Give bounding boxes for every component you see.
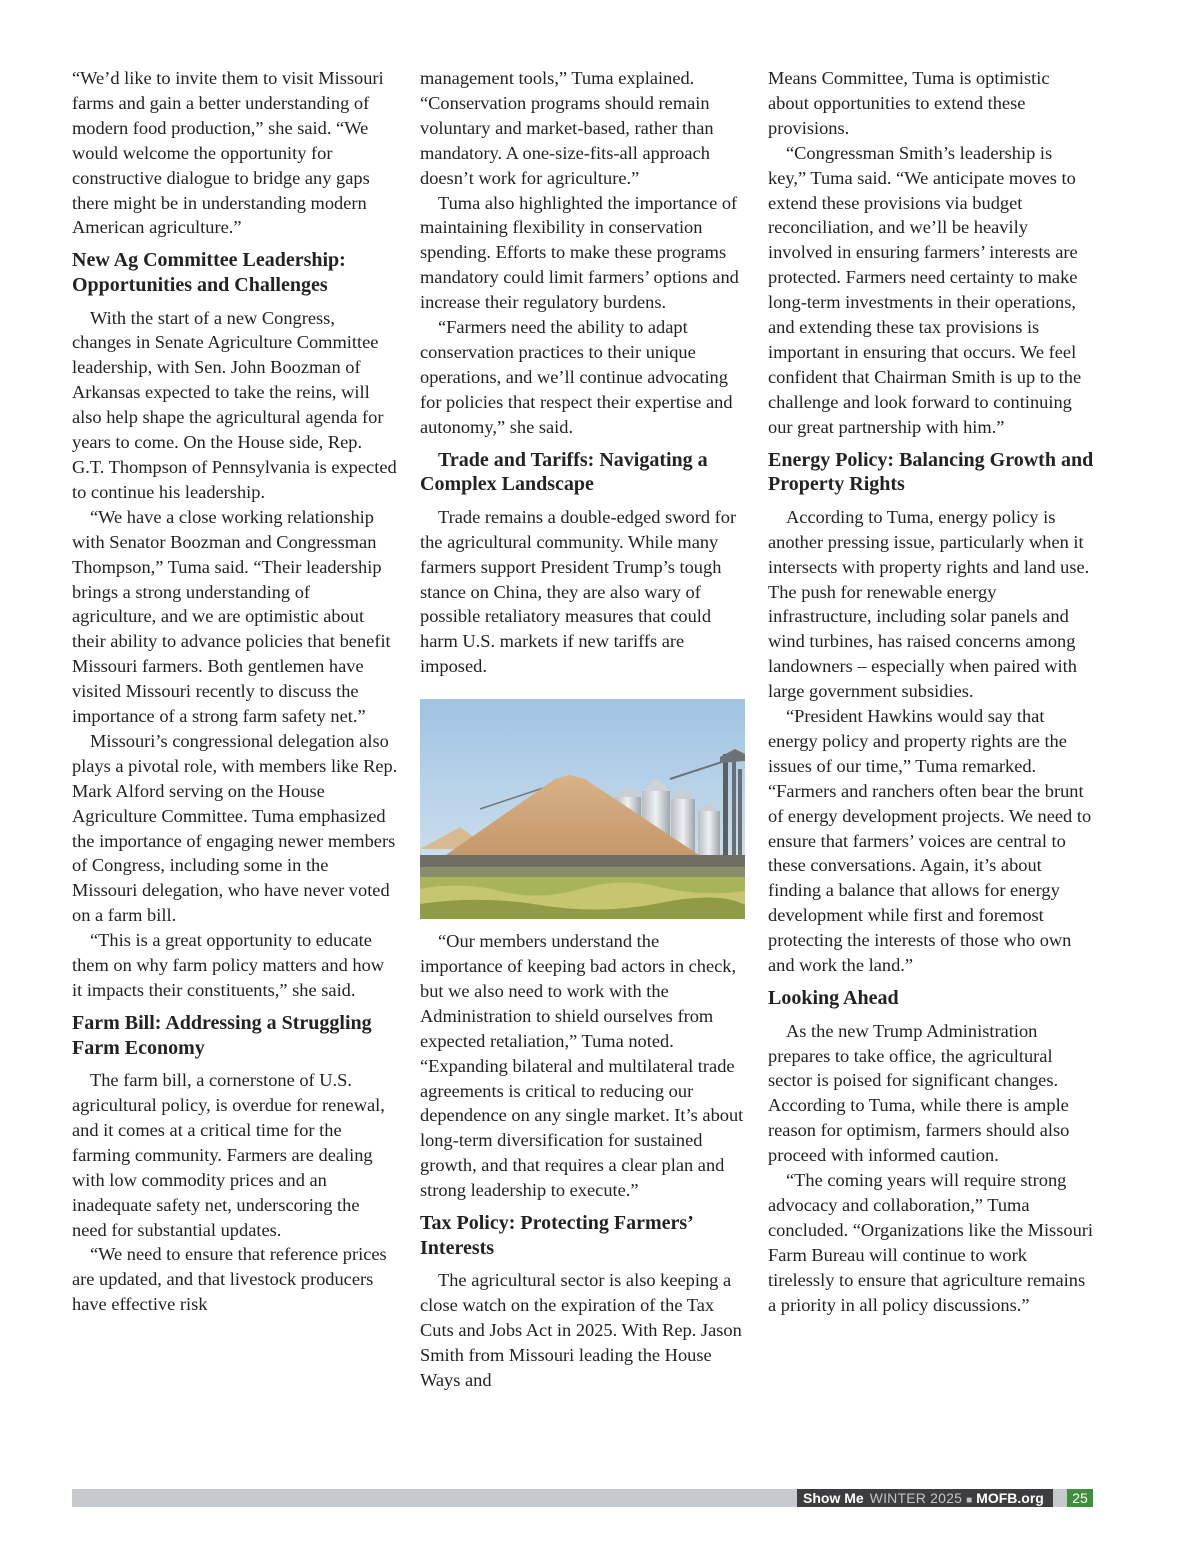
website-label: MOFB.org bbox=[976, 1490, 1044, 1506]
section-heading: Trade and Tariffs: Navigating a Complex Landscape bbox=[420, 448, 708, 496]
body-paragraph: “The coming years will require strong advocacy and collaboration,” Tuma concluded. “Organizations like the Missouri Farm Bureau will continue to work tirelessly to ensure that agriculture remains a priority in all policy discussions.” bbox=[768, 1170, 1093, 1315]
grain-bins-photo bbox=[420, 699, 745, 919]
body-paragraph: management tools,” Tuma explained. “Conservation programs should remain voluntary and market-based, rather than mandatory. A one-size-fits-all approach doesn’t work for agriculture.” bbox=[420, 68, 714, 188]
body-paragraph: “We need to ensure that reference prices are updated, and that livestock producers have effective risk bbox=[72, 1244, 387, 1315]
body-paragraph: According to Tuma, energy policy is another pressing issue, particularly when it intersects with property rights and land use. The push for renewable energy infrastructure, including solar panels and wind turbines, has raised concerns among landowners – especially when paired with large government subsidies. bbox=[768, 506, 1090, 702]
body-paragraph: “We have a close working relationship with Senator Boozman and Congressman Thompson,” Tuma said. “Their leadership brings a strong understanding of agriculture, and we are optimistic about their ability to advance policies that benefit Missouri farmers. Both gentlemen have visited Missouri recently to discuss the importance of a strong farm safety net.” bbox=[72, 506, 391, 727]
section-heading: Looking Ahead bbox=[768, 987, 899, 1009]
body-paragraph: The farm bill, a cornerstone of U.S. agricultural policy, is overdue for renewal, and it comes at a critical time for the farming community. Farmers are dealing with low commodity prices and an inadequate safety net, underscoring the need for substantial updates. bbox=[72, 1070, 385, 1240]
column-2-lower bbox=[420, 929, 746, 1393]
separator-square: ■ bbox=[966, 1495, 973, 1506]
section-heading: Farm Bill: Addressing a Struggling Farm Economy bbox=[72, 1011, 372, 1059]
body-paragraph: Tuma also highlighted the importance of maintaining flexibility in conservation spending. Efforts to make these programs mandatory could limit farmers’ options and increase their regulatory burdens. bbox=[420, 192, 739, 313]
body-paragraph: As the new Trump Administration prepares to take office, the agricultural sector is poised for significant changes. According to Tuma, while there is ample reason for optimism, farmers should also proceed with informed caution. bbox=[768, 1020, 1070, 1166]
body-paragraph: “Our members understand the importance of keeping bad actors in check, but we also need to work with the Administration to shield ourselves from expected retaliation,” Tuma noted. “Expanding bilateral and multilateral trade agreements is critical to reducing our dependence on any single market. It’s about long-term diversification for sustained growth, and that requires a clear plan and strong leadership to execute.” bbox=[420, 931, 744, 1201]
article-column-2 bbox=[420, 66, 746, 1393]
body-paragraph: Means Committee, Tuma is optimistic about opportunities to extend these provisions. bbox=[768, 68, 1050, 138]
section-heading: Energy Policy: Balancing Growth and Property Rights bbox=[768, 448, 1094, 496]
article-column-3 bbox=[768, 66, 1094, 1317]
body-paragraph: The agricultural sector is also keeping a close watch on the expiration of the Tax Cuts and Jobs Act in 2025. With Rep. Jason Smith from Missouri leading the House Ways and bbox=[420, 1270, 742, 1390]
body-paragraph: “Farmers need the ability to adapt conservation practices to their unique operations, and we’ll continue advocating for policies that respect their expertise and autonomy,” she said. bbox=[420, 317, 733, 437]
body-paragraph: With the start of a new Congress, changes in Senate Agriculture Committee leadership, with Sen. John Boozman of Arkansas expected to take the reins, will also help shape the agricultural agenda for years to come. On the House side, Rep. G.T. Thompson of Pennsylvania is expected to continue his leadership. bbox=[72, 307, 397, 502]
magazine-name: Show Me bbox=[803, 1490, 864, 1506]
body-paragraph: “This is a great opportunity to educate them on why farm policy matters and how it impacts their constituents,” she said. bbox=[72, 930, 385, 1000]
body-paragraph: Missouri’s congressional delegation also plays a pivotal role, with members like Rep. Mark Alford serving on the House Agriculture Committee. Tuma emphasized the importance of engaging newer members of Congress, including some in the Missouri delegation, who have never voted on a farm bill. bbox=[72, 730, 398, 926]
article-column-1 bbox=[72, 66, 398, 1317]
issue-label: WINTER 2025 bbox=[869, 1490, 963, 1506]
section-heading: New Ag Committee Leadership: Opportunities and Challenges bbox=[72, 249, 346, 296]
column-2-upper bbox=[420, 66, 746, 679]
section-heading: Tax Policy: Protecting Farmers’ Interests bbox=[420, 1212, 693, 1259]
body-paragraph: “Congressman Smith’s leadership is key,” Tuma said. “We anticipate moves to extend these provisions via budget reconciliation, and we’ll be heavily involved in ensuring farmers’ interests are protected. Farmers need certainty to make long-term investments in their operations, and extending these tax provisions is important in ensuring that occurs. We feel confident that Chairman Smith is up to the challenge and look forward to continuing our great partnership with him.” bbox=[768, 142, 1082, 437]
body-paragraph: Trade remains a double-edged sword for the agricultural community. While many farmers support President Trump’s tough stance on China, they are also wary of possible retaliatory measures that could harm U.S. markets if new tariffs are imposed. bbox=[420, 506, 737, 677]
footer-masthead bbox=[797, 1489, 1053, 1507]
grain-storage-image bbox=[420, 699, 745, 919]
page-number: 25 bbox=[1067, 1489, 1093, 1507]
body-paragraph: “We’d like to invite them to visit Missouri farms and gain a better understanding of modern food production,” she said. “We would welcome the opportunity for constructive dialogue to bridge any gaps there might be in understanding modern American agriculture.” bbox=[72, 68, 384, 238]
body-paragraph: “President Hawkins would say that energy policy and property rights are the issues of our time,” Tuma remarked. “Farmers and ranchers often bear the brunt of energy development projects. We need to ensure that farmers’ voices are central to these conversations. Again, it’s about finding a balance that allows for energy development while first and foremost protecting the interests of those who own and work the land.” bbox=[768, 706, 1092, 976]
